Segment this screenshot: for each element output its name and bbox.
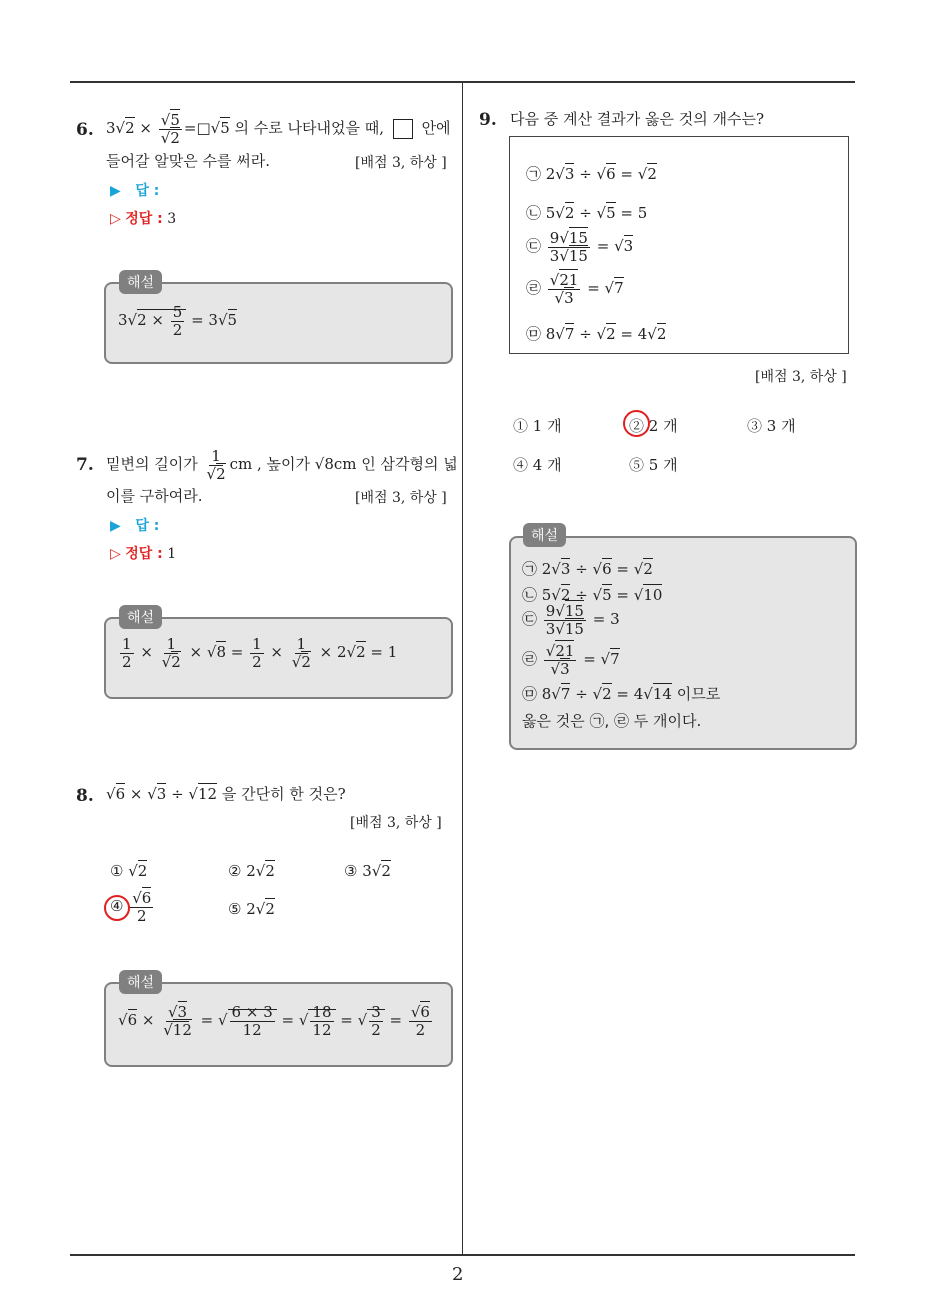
- q8-line1: √6 × √3 ÷ √12 을 간단히 한 것은?: [106, 785, 346, 803]
- q8-explanation-math: √6 × $\frac{√3}{√12}$ = √ $\frac{6 \times 3}{12}$ = √ $\frac{18}{12}$ = √ $\frac{3}{2}$ = $\frac{√6}{2}$: [118, 1003, 430, 1039]
- q6-score: [배점 3, 하상 ]: [355, 155, 447, 171]
- q7-line1-mid: cm , 높이가: [229, 455, 311, 473]
- q7-answer-label: 답 :: [135, 518, 160, 534]
- q6-line1: [106, 112, 451, 146]
- q8-choice-1[interactable]: ① √2: [110, 862, 148, 880]
- q9-explain-2: ㉡ 5√2 ÷ √5 = √10: [522, 586, 663, 604]
- q6-explanation-math: 3√2 × $\frac{5}{2}$ = 3√5: [118, 303, 238, 339]
- q8-choice-5[interactable]: ⑤ 2√2: [228, 900, 275, 918]
- q9-selected-mark: [623, 410, 650, 437]
- q9-item-4: ㉣ $\frac{√21}{√3}$ = √7: [526, 271, 624, 307]
- q9-choice-1[interactable]: ① 1 개: [513, 417, 562, 435]
- q7-line1: 밑변의 길이가 $\frac{1}{√2}$ cm , 높이가 √8cm 인 삼각형의 넓: [106, 447, 458, 483]
- page-number: 2: [452, 1264, 464, 1285]
- q7-correct-label: 정답 :: [125, 546, 163, 562]
- q6-explanation-tag: 해설: [119, 270, 162, 294]
- q9-number: 9.: [479, 110, 497, 130]
- q6-expression: 3√2 × $\frac{√5}{√2}$ =□√5: [106, 111, 230, 147]
- q7-line2: 이를 구하여라.: [106, 487, 203, 505]
- bottom-rule: [70, 1254, 855, 1256]
- q6-correct-value: 3: [167, 211, 177, 227]
- q9-text: 다음 중 계산 결과가 옳은 것의 개수는?: [510, 110, 765, 128]
- q6-line2: 들어갈 알맞은 수를 써라.: [106, 152, 270, 170]
- q6-line1-tail: 안에: [421, 119, 451, 137]
- q9-choice-2[interactable]: ② 2 개: [629, 417, 678, 435]
- q6-number: 6.: [76, 120, 94, 140]
- q9-explain-4: ㉣ $\frac{√21}{√3}$ = √7: [522, 642, 620, 678]
- q8-choice-3[interactable]: ③ 3√2: [344, 862, 391, 880]
- q7-correct-row: ▷ 정답 : 1: [110, 546, 177, 562]
- q8-text: 을 간단히 한 것은?: [221, 785, 346, 803]
- q6-correct-row: ▷ 정답 : 3: [110, 211, 177, 227]
- q6-line1-text: 의 수로 나타내었을 때,: [234, 119, 384, 137]
- q9-score: [배점 3, 하상 ]: [755, 369, 847, 385]
- q9-choice-3[interactable]: ③ 3 개: [747, 417, 796, 435]
- q9-choice-5[interactable]: ⑤ 5 개: [629, 456, 678, 474]
- q8-number: 8.: [76, 786, 94, 806]
- q6-correct-label: 정답 :: [125, 211, 163, 227]
- q9-item-1: ㉠ 2√3 ÷ √6 = √2: [526, 165, 657, 183]
- q8-score: [배점 3, 하상 ]: [350, 815, 442, 831]
- q7-line1-end: 8cm 인 삼각형의 넓: [324, 455, 458, 473]
- q7-score: [배점 3, 하상 ]: [355, 490, 447, 506]
- q7-explanation-math: $\frac{1}{2}$ × $\frac{1}{√2}$ × √8 = $\frac{1}{2}$ × $\frac{1}{√2}$ × 2√2 = 1: [122, 635, 398, 671]
- q7-answer-row: ▶ 답 :: [110, 518, 160, 534]
- q8-explanation-tag: 해설: [119, 970, 162, 994]
- q9-explain-tail: 이므로: [676, 685, 721, 703]
- q7-correct-value: 1: [167, 546, 177, 562]
- q7-fraction: $\frac{1}{√2}$: [206, 447, 226, 483]
- q9-item-5: ㉤ 8√7 ÷ √2 = 4√2: [526, 325, 667, 343]
- q6-blank-box: [393, 119, 413, 139]
- q9-explanation-tag: 해설: [523, 523, 566, 547]
- q9-explain-5: ㉤ 8√7 ÷ √2 = 4√14 이므로: [522, 685, 721, 703]
- q9-choice-4[interactable]: ④ 4 개: [513, 456, 562, 474]
- q7-number: 7.: [76, 455, 94, 475]
- q9-explain-conclusion: 옳은 것은 ㉠, ㉣ 두 개이다.: [522, 712, 702, 730]
- q9-explain-3: ㉢ $\frac{9√15}{3√15}$ = 3: [522, 602, 620, 638]
- q8-choice-2[interactable]: ② 2√2: [228, 862, 275, 880]
- q6-answer-row: ▶ 답 :: [110, 183, 160, 199]
- q9-item-3: ㉢ $\frac{9√15}{3√15}$ = √3: [526, 229, 634, 265]
- q8-choice-4[interactable]: ④ $\frac{√6}{2}$: [110, 889, 152, 925]
- q9-explain-1: ㉠ 2√3 ÷ √6 = √2: [522, 560, 653, 578]
- column-divider: [462, 83, 463, 1255]
- q9-item-2: ㉡ 5√2 ÷ √5 = 5: [526, 204, 648, 222]
- q7-line1-start: 밑변의 길이가: [106, 455, 198, 473]
- q8-selected-mark: [104, 895, 130, 921]
- q7-explanation-tag: 해설: [119, 605, 162, 629]
- q6-answer-label: 답 :: [135, 183, 160, 199]
